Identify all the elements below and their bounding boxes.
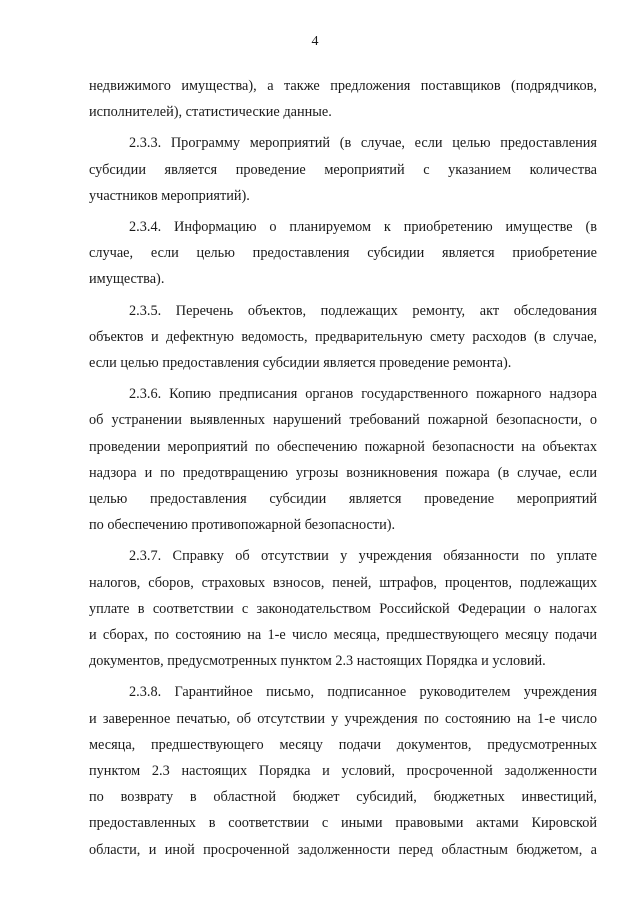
text-line: 2.3.4. Информацию о планируемом к приобретению имуществе (в bbox=[129, 219, 597, 236]
text-line: по возврату в областной бюджет субсидий, бюджетных инвестиций, bbox=[89, 789, 597, 806]
text-line: если целью предоставления субсидии является проведение ремонта). bbox=[89, 355, 512, 372]
paragraph-2-3-8 bbox=[89, 679, 597, 862]
text-line: случае, если целью предоставления субсидии является приобретение bbox=[89, 245, 597, 262]
paragraph-2-3-6 bbox=[89, 381, 597, 538]
text-line: документов, предусмотренных пунктом 2.3 настоящих Порядка и условий. bbox=[89, 653, 546, 670]
text-line: налогов, сборов, страховых взносов, пеней, штрафов, процентов, подлежащих bbox=[89, 574, 597, 591]
text-line: недвижимого имущества), а также предложения поставщиков (подрядчиков, bbox=[89, 78, 597, 94]
paragraph-continuation bbox=[89, 73, 597, 125]
page-number: 4 bbox=[311, 34, 319, 49]
text-line: исполнителей), статистические данные. bbox=[89, 104, 332, 121]
text-line: объектов и дефектную ведомость, предварительную смету расходов (в случае, bbox=[89, 328, 597, 345]
text-line: 2.3.5. Перечень объектов, подлежащих ремонту, акт обследования bbox=[129, 302, 597, 319]
text-line: проведении мероприятий по обеспечению пожарной безопасности на объектах bbox=[89, 438, 597, 455]
text-line: предоставленных в соответствии с иными правовыми актами Кировской bbox=[89, 815, 597, 832]
text-line: уплате в соответствии с законодательством Российской Федерации о налогах bbox=[89, 600, 597, 617]
text-line: и сборах, по состоянию на 1-е число месяца, предшествующего месяцу подачи bbox=[89, 627, 597, 644]
text-line: субсидии является проведение мероприятий с указанием количества bbox=[89, 161, 597, 178]
text-line: 2.3.7. Справку об отсутствии у учреждения обязанности по уплате bbox=[129, 548, 597, 565]
text-line: об устранении выявленных нарушений требований пожарной безопасности, о bbox=[89, 412, 597, 429]
paragraph-2-3-5 bbox=[89, 298, 597, 377]
paragraph-2-3-3 bbox=[89, 130, 597, 209]
text-line: участников мероприятий). bbox=[89, 187, 250, 204]
paragraph-2-3-7 bbox=[89, 543, 597, 674]
document-body bbox=[89, 73, 597, 868]
text-line: по обеспечению противопожарной безопасности). bbox=[89, 517, 396, 534]
text-line: 2.3.6. Копию предписания органов государственного пожарного надзора bbox=[129, 386, 597, 403]
paragraph-2-3-4 bbox=[89, 214, 597, 293]
text-line: и заверенное печатью, об отсутствии у учреждения по состоянию на 1-е число bbox=[89, 710, 597, 727]
text-line: пунктом 2.3 настоящих Порядка и условий, просроченной задолженности bbox=[89, 763, 597, 780]
text-line: месяца, предшествующего месяцу подачи документов, предусмотренных bbox=[89, 736, 597, 753]
text-line: области, и иной просроченной задолженности перед областным бюджетом, а bbox=[89, 841, 597, 858]
text-line: 2.3.3. Программу мероприятий (в случае, если целью предоставления bbox=[129, 135, 597, 152]
text-line: имущества). bbox=[89, 271, 165, 288]
text-line: надзора и по предотвращению угрозы возникновения пожара (в случае, если bbox=[89, 464, 597, 481]
text-line: целью предоставления субсидии является проведение мероприятий bbox=[89, 491, 597, 508]
text-line: 2.3.8. Гарантийное письмо, подписанное руководителем учреждения bbox=[129, 684, 597, 701]
